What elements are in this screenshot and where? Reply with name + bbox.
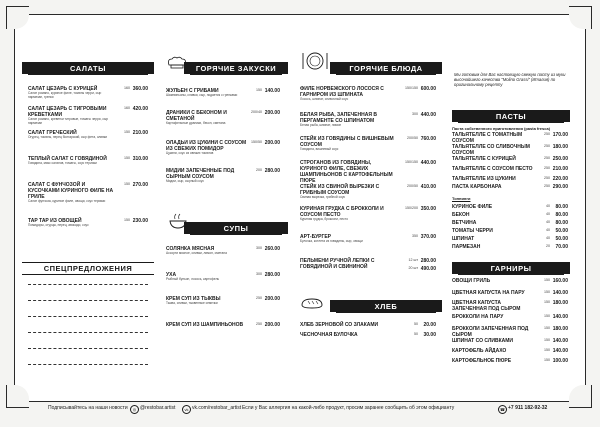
item-weight: 250 — [544, 166, 550, 170]
item-description: Говядина, вишневый соус — [300, 147, 339, 151]
item-name: ТАЛЬЯТЕЛЛЕ С КУРИЦЕЙ — [452, 156, 516, 162]
item-weight: 150/50 — [251, 140, 262, 144]
item-price: 420.00 — [132, 106, 148, 112]
menu-item — [452, 278, 568, 284]
menu-item — [28, 182, 148, 204]
item-weight: 350 — [412, 234, 418, 238]
item-weight: 150 — [544, 290, 550, 294]
item-name: КАРТОФЕЛЬ АЙДАХО — [452, 348, 507, 354]
menu-item — [300, 322, 436, 328]
item-name: ТАЛЬЯТЕЛЛЕ СО СЛИВОЧНЫМ СОУСОМ — [452, 144, 530, 156]
item-price: 180.00 — [552, 326, 568, 332]
item-weight: 250 — [544, 132, 550, 136]
item-price: 200.00 — [264, 296, 280, 302]
item-name: СОЛЯНКА МЯСНАЯ — [166, 246, 215, 252]
item-weight: 12 шт — [408, 258, 418, 262]
item-price: 270.00 — [132, 182, 148, 188]
item-weight: 150/150 — [405, 160, 418, 164]
menu-item — [452, 132, 568, 144]
item-weight: 150/200 — [405, 206, 418, 210]
item-price: 290.00 — [552, 184, 568, 190]
menu-item — [166, 272, 280, 282]
item-weight: 40 — [546, 236, 550, 240]
menu-item — [452, 314, 568, 320]
item-price: 200.00 — [264, 322, 280, 328]
item-description: Куриная грудка, брокколи, песто — [300, 217, 348, 221]
item-price: 140.00 — [552, 314, 568, 320]
menu-item — [452, 166, 568, 172]
item-name: СТЕЙК ИЗ СВИНОЙ ВЫРЕЗКИ С ГРИБНЫМ СОУСОМ — [300, 184, 380, 196]
menu-item — [452, 176, 568, 182]
item-price: 760.00 — [420, 136, 436, 142]
item-weight: 300 — [412, 112, 418, 116]
item-weight: 150 — [124, 218, 130, 222]
instagram-link[interactable]: @restobar.artist — [140, 405, 176, 411]
menu-item — [452, 236, 568, 242]
item-price: 370.00 — [420, 234, 436, 240]
item-weight: 200 — [256, 168, 262, 172]
menu-item — [452, 244, 568, 250]
item-weight: 150 — [124, 182, 130, 186]
item-name: САЛАТ ЦЕЗАРЬ С ТИГРОВЫМИ КРЕВЕТКАМИ — [28, 106, 107, 118]
menu-item — [452, 144, 568, 156]
menu-item — [452, 290, 568, 296]
menu-item — [166, 140, 280, 156]
item-price: 140.00 — [552, 338, 568, 344]
item-name: ЖУЛЬЕН С ГРИБАМИ — [166, 88, 219, 94]
item-price: 80.00 — [555, 212, 568, 218]
item-price: 140.00 — [264, 88, 280, 94]
item-name: СТЕЙК ИЗ ГОВЯДИНЫ С ВИШНЕВЫМ СОУСОМ — [300, 136, 394, 148]
item-price: 410.00 — [420, 184, 436, 190]
item-weight: 250 — [544, 144, 550, 148]
item-name: ЧЕСНОЧНАЯ БУЛОЧКА — [300, 332, 358, 338]
item-name: МИДИИ ЗАПЕЧЕННЫЕ ПОД СЫРНЫМ СОУСОМ — [166, 168, 235, 180]
menu-item — [166, 246, 280, 256]
item-name: САЛАТ ЦЕЗАРЬ С КУРИЦЕЙ — [28, 86, 98, 92]
menu-item — [452, 220, 568, 226]
item-price: 50.00 — [555, 236, 568, 242]
item-name: ФИЛЕ НОРВЕЖСКОГО ЛОСОСЯ С ГАРНИРОМ ИЗ ШПИНАТА — [300, 86, 384, 98]
menu-item — [166, 322, 280, 328]
menu-item — [28, 86, 148, 100]
item-name: ЦВЕТНАЯ КАПУСТА ЗАПЕЧЕННАЯ ПОД СЫРОМ — [452, 300, 521, 312]
item-price: 80.00 — [555, 220, 568, 226]
item-description: Рыбный бульон, лосось, картофель — [166, 277, 220, 281]
item-name: БРОККОЛИ НА ПАРУ — [452, 314, 504, 320]
item-description: Помидоры, огурцы, перец, авокадо, соус — [28, 223, 89, 227]
menu-item — [166, 88, 280, 98]
item-price: 210.00 — [132, 130, 148, 136]
item-weight: 250 — [256, 296, 262, 300]
phone-icon: ☎ — [498, 405, 507, 414]
soups-banner: СУПЫ — [190, 222, 282, 235]
item-weight: 150 — [124, 156, 130, 160]
pasta-note: Мы готовим для Вас настоящую свежую пасту из муки высочайшего качества "Molino Grassi" (Италия) по оригинальному рецепту — [454, 72, 566, 88]
item-weight: 20 шт — [408, 266, 418, 270]
item-price: 600.00 — [420, 86, 436, 92]
item-name: ОЛАДЬИ ИЗ ЦУКИНИ С СОУСОМ ИЗ СВЕЖИХ ПОМИДОР — [166, 140, 247, 152]
item-price: 100.00 — [552, 358, 568, 364]
menu-item — [166, 110, 280, 126]
item-price: 200.00 — [264, 140, 280, 146]
item-weight: 40 — [546, 220, 550, 224]
item-description: Тыква, сливки, тыквенные семечки — [166, 301, 218, 305]
garnish-banner: ГАРНИРЫ — [458, 262, 564, 275]
item-name: ЦВЕТНАЯ КАПУСТА НА ПАРУ — [452, 290, 525, 296]
item-price: 70.00 — [555, 244, 568, 250]
menu-item — [452, 228, 568, 234]
offer-line — [28, 332, 148, 333]
item-name: КУРИНОЕ ФИЛЕ — [452, 204, 493, 210]
item-weight: 20 — [546, 244, 550, 248]
menu-item — [166, 296, 280, 306]
menu-item — [300, 234, 436, 244]
offer-line — [28, 364, 148, 365]
menu-item — [452, 338, 568, 344]
item-description: Салат романо, креветки тигровые, томаты черри, сыр пармезан — [28, 117, 109, 125]
item-name: ТОМАТЫ ЧЕРРИ — [452, 228, 493, 234]
item-description: Салат романо, куриное филе, томаты черри, сыр пармезан, гренки — [28, 91, 102, 99]
item-weight: 200/40 — [251, 110, 262, 114]
menu-item — [300, 136, 436, 152]
item-name: ПЕЛЬМЕНИ РУЧНОЙ ЛЕПКИ С ГОВЯДИНОЙ И СВИНИНОЙ — [300, 258, 375, 270]
menu-item — [166, 168, 280, 184]
item-weight: 250 — [544, 156, 550, 160]
bread-icon — [300, 296, 324, 310]
menu-item — [452, 358, 568, 364]
menu-item — [28, 130, 148, 140]
item-weight: 150 — [544, 326, 550, 330]
item-price: 140.00 — [552, 290, 568, 296]
item-weight: 200/50 — [407, 184, 418, 188]
item-name: САЛАТ ГРЕЧЕСКИЙ — [28, 130, 77, 136]
item-name: ПАРМЕЗАН — [452, 244, 481, 250]
item-price: 260.00 — [264, 246, 280, 252]
item-weight: 150/150 — [405, 86, 418, 90]
item-name: ТАР ТАР ИЗ ОВОЩЕЙ — [28, 218, 82, 224]
item-price: 350.00 — [420, 206, 436, 212]
item-price: 180.00 — [552, 144, 568, 150]
item-price: 20.00 — [423, 322, 436, 328]
item-price: 50.00 — [555, 228, 568, 234]
item-name: БЕКОН — [452, 212, 470, 218]
hot-dishes-banner: ГОРЯЧИЕ БЛЮДА — [336, 62, 436, 75]
menu-item — [28, 218, 148, 228]
item-weight: 150 — [544, 314, 550, 318]
menu-item — [300, 112, 436, 128]
item-name: БЕЛАЯ РЫБА, ЗАПЕЧЕННАЯ В ПЕРГАМЕНТЕ СО ШПИНАТОМ — [300, 112, 377, 124]
item-weight: 160 — [124, 86, 130, 90]
item-price: 250.00 — [552, 156, 568, 162]
item-weight: 250 — [544, 184, 550, 188]
vk-icon: vk — [182, 405, 191, 414]
offer-line — [28, 316, 148, 317]
salads-banner: САЛАТЫ — [28, 62, 148, 75]
item-price: 170.00 — [552, 132, 568, 138]
item-description: Картофельные драники, бекон, сметана — [166, 121, 226, 125]
menu-item — [28, 106, 148, 126]
item-name: КАРТОФЕЛЬНОЕ ПЮРЕ — [452, 358, 512, 364]
item-name: ОВОЩИ ГРИЛЬ — [452, 278, 491, 284]
item-weight: 150 — [544, 300, 550, 304]
item-weight: 150 — [544, 358, 550, 362]
item-description: Ассорти мясное, оливки, лимон, сметана — [166, 251, 227, 255]
item-name: САЛАТ С ФУНЧОЗОЙ И КУСОЧКАМИ КУРИНОГО ФИЛЕ НА ГРИЛЕ — [28, 182, 114, 200]
pasta-subtitle: Паста собственного приготовления (pasta fresca) — [452, 126, 551, 131]
hot-snacks-banner: ГОРЯЧИЕ ЗАКУСКИ — [190, 62, 282, 75]
menu-item — [452, 348, 568, 354]
item-weight: 300 — [256, 246, 262, 250]
menu-item — [452, 184, 568, 190]
item-name: АРТ-БУРГЕР — [300, 234, 332, 240]
bread-banner: ХЛЕБ — [336, 300, 436, 313]
item-price: 140.00 — [552, 348, 568, 354]
instagram-icon: ◎ — [130, 405, 139, 414]
item-weight: 250 — [544, 176, 550, 180]
plate-icon — [300, 50, 330, 72]
item-price: 200.00 — [264, 110, 280, 116]
item-price: 30.00 — [423, 332, 436, 338]
menu-item — [452, 300, 568, 312]
item-price: 440.00 — [420, 160, 436, 166]
item-weight: 40 — [546, 228, 550, 232]
item-name: ШПИНАТ — [452, 236, 475, 242]
item-weight: 50 — [414, 332, 418, 336]
item-weight: 150 — [124, 130, 130, 134]
menu-item — [452, 326, 568, 338]
item-name: ТАЛЬЯТЕЛЛЕ С СОУСОМ ПЕСТО — [452, 166, 533, 172]
item-weight: 250 — [256, 322, 262, 326]
offer-line — [28, 348, 148, 349]
item-price: 80.00 — [555, 204, 568, 210]
item-price: 310.00 — [132, 156, 148, 162]
item-price: 360.00 — [132, 86, 148, 92]
item-price: 210.00 — [552, 166, 568, 172]
item-name: ПАСТА КАРБОНАРА — [452, 184, 502, 190]
item-description: Булочка, котлета из говядины, сыр, овощи — [300, 239, 363, 243]
menu-item — [452, 204, 568, 210]
vk-link[interactable]: vk.com/restobar_artist — [192, 405, 242, 411]
offers-banner: СПЕЦПРЕДЛОЖЕНИЯ — [22, 262, 154, 275]
menu-item — [452, 212, 568, 218]
item-description: Огурец, томаты, перец болгарский, сыр фета, оливки — [28, 135, 108, 139]
item-weight: 200/50 — [407, 136, 418, 140]
item-name: ТЕПЛЫЙ САЛАТ С ГОВЯДИНОЙ — [28, 156, 107, 162]
item-price: 180.00 — [552, 300, 568, 306]
item-price: 280.00 — [420, 258, 436, 264]
item-weight: 150 — [256, 88, 262, 92]
item-description: Белая рыба, шпинат, лимон — [300, 123, 342, 127]
menu-item — [300, 86, 436, 102]
item-description: Салат фунчоза, куриное филе, овощи, соус терияки — [28, 199, 106, 203]
offer-line — [28, 284, 148, 285]
item-price: 440.00 — [420, 112, 436, 118]
subscribe-text: Подписывайтесь на наши новости — [48, 405, 128, 411]
item-price: 230.00 — [132, 218, 148, 224]
item-name: ХЛЕБ ЗЕРНОВОЙ СО ЗЛАКАМИ — [300, 322, 379, 328]
item-name: КРЕМ СУП ИЗ ШАМПИНЬОНОВ — [166, 322, 244, 328]
item-name: ШПИНАТ СО СЛИВКАМИ — [452, 338, 514, 344]
item-name: БРОККОЛИ ЗАПЕЧЕННАЯ ПОД СЫРОМ — [452, 326, 529, 338]
item-description: Лосось, шпинат, сливочный соус — [300, 97, 349, 101]
item-name: ДРАНИКИ С БЕКОНОМ И СМЕТАНОЙ — [166, 110, 227, 122]
item-name: КРЕМ СУП ИЗ ТЫКВЫ — [166, 296, 221, 302]
item-weight: 150 — [544, 278, 550, 282]
item-price: 220.00 — [552, 176, 568, 182]
item-description: Мидии, сыр, сырный соус — [166, 179, 204, 183]
menu-item — [300, 332, 436, 338]
item-name: УХА — [166, 272, 177, 278]
item-name: СТРОГАНОВ ИЗ ГОВЯДИНЫ, КУРИНОГО ФИЛЕ, СВЕЖИХ ШАМПИНЬОНОВ С КАРТОФЕЛЬНЫМ ПЮРЕ — [300, 160, 393, 184]
toppings-title: Топпинги — [452, 196, 471, 201]
item-description: Свиная вырезка, грибной соус — [300, 195, 346, 199]
menu-item — [300, 206, 436, 222]
item-price: 280.00 — [264, 168, 280, 174]
item-weight: 40 — [546, 204, 550, 208]
footer — [0, 401, 600, 421]
pasta-banner: ПАСТЫ — [458, 110, 564, 123]
phone-number[interactable]: +7 911 182-92-32 — [508, 405, 548, 411]
item-price: 280.00 — [264, 272, 280, 278]
menu-item — [28, 156, 148, 166]
menu-item — [452, 156, 568, 162]
item-weight: 150 — [544, 338, 550, 342]
item-name: КУРИНАЯ ГРУДКА С БРОККОЛИ И СОУСОМ ПЕСТО — [300, 206, 384, 218]
menu-item — [300, 160, 436, 184]
item-weight: 300 — [256, 272, 262, 276]
item-weight: 150 — [544, 348, 550, 352]
item-name: ТАЛЬЯТЕЛЛЕ С ТОМАТНЫМ СОУСОМ — [452, 132, 523, 144]
item-name: ВЕТЧИНА — [452, 220, 477, 226]
allergy-note: Если у Вас аллергия на какой-либо продукт, просим заранее сообщить об этом официанту — [242, 405, 455, 411]
item-price: 490.00 — [420, 266, 436, 272]
item-description: Говядина, микс салатов, томаты, соус терияки — [28, 161, 97, 165]
offer-line — [28, 300, 148, 301]
item-name: ТАЛЬЯТЕЛЛЕ ИЗ ЦУКИНИ — [452, 176, 516, 182]
item-weight: 50 — [414, 322, 418, 326]
item-description: Шампиньоны, сливки, сыр, подается с гренками — [166, 93, 238, 97]
item-weight: 160 — [124, 106, 130, 110]
menu-item — [300, 184, 436, 200]
item-description: Цукини, соус из свежих томатов — [166, 151, 214, 155]
item-weight: 40 — [546, 212, 550, 216]
item-price: 160.00 — [552, 278, 568, 284]
